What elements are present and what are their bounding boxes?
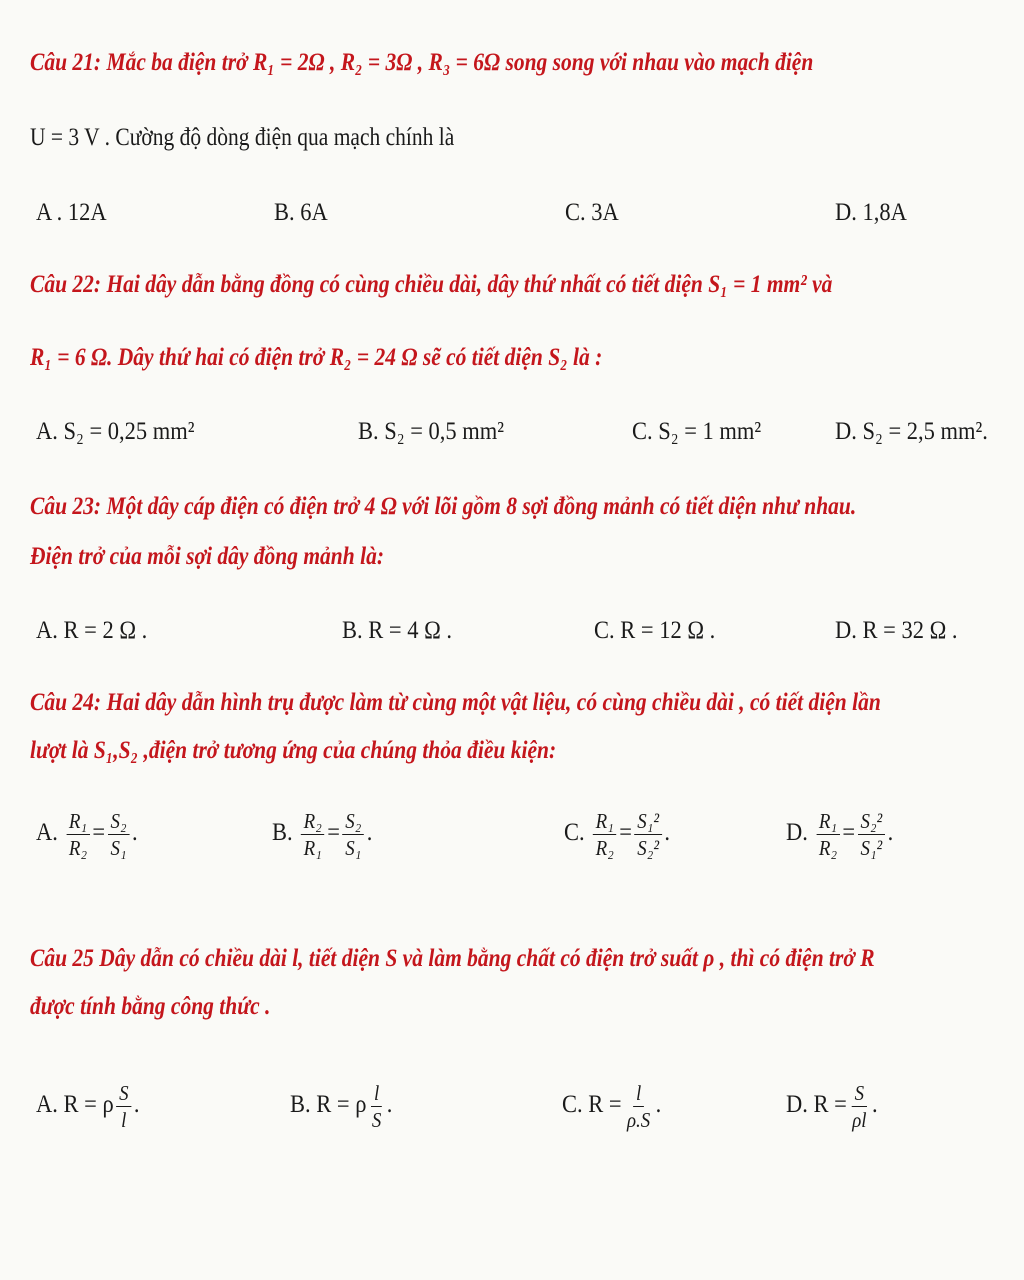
q25-answer-b: B. R = ρ $\frac{l}{S}$ . — [290, 1081, 393, 1132]
q21-stem-line1: Câu 21: Mắc ba điện trở R₁ = 2Ω , R₂ = 3Ω , R₃ = 6Ω song song với nhau vào mạch điện — [30, 49, 814, 76]
formula-fraction: $\frac{S}{\rho l}$ — [852, 1081, 867, 1132]
q24-stem-line1: Câu 24: Hai dây dẫn hình trụ được làm từ cùng một vật liệu, có cùng chiều dài , có tiết diện lần — [30, 689, 881, 716]
q22-answer-d: D. S₂ = 2,5 mm². — [835, 418, 988, 445]
q25-answer-a: A. R = ρ $\frac{S}{l}$ . — [36, 1081, 140, 1132]
fraction-right: $\frac{\text{S₁²}}{\text{S₂²}}$ — [635, 810, 662, 859]
q21-stem-line2: U = 3 V . Cường độ dòng điện qua mạch chính là — [30, 124, 455, 151]
formula-fraction: $\frac{l}{S}$ — [371, 1081, 382, 1132]
q21-answer-a: A . 12A — [36, 199, 107, 226]
q24-stem-line2: lượt là S₁,S₂ ,điện trở tương ứng của chúng thỏa điều kiện: — [30, 737, 557, 764]
fraction-right: $\frac{\text{S₂}}{\text{S₁}}$ — [343, 810, 364, 859]
q21-answer-d: D. 1,8A — [835, 199, 907, 226]
answer-letter: B. — [272, 819, 293, 847]
q21-answer-b: B. 6A — [274, 199, 328, 226]
formula-fraction: $\frac{S}{l}$ — [116, 1082, 131, 1131]
q24-answer-c: C. $\frac{\text{R₁}}{\text{R₂}}$ = $\frac{\text{S₁²}}{\text{S₂²}}$ . — [564, 809, 671, 860]
fraction-left: $\frac{\text{R₁}}{\text{R₂}}$ — [593, 810, 617, 859]
answer-letter: A. — [36, 819, 58, 847]
q25-answer-c: C. R = $\frac{l}{\rho.S}$ . — [562, 1081, 662, 1132]
q25-stem-line2: được tính bằng công thức . — [30, 993, 271, 1020]
q23-answer-a: A. R = 2 Ω . — [36, 617, 148, 644]
q25-answer-d: D. R = $\frac{S}{\rho l}$ . — [786, 1081, 878, 1132]
answer-letter: D. — [786, 819, 808, 847]
q24-answer-a: A. $\frac{\text{R₁}}{\text{R₂}}$ = $\frac{\text{S₂}}{\text{S₁}}$ . — [36, 809, 138, 860]
q23-answer-c: C. R = 12 Ω . — [594, 617, 716, 644]
answer-letter: C. — [564, 819, 585, 847]
q23-stem-line1: Câu 23: Một dây cáp điện có điện trở 4 Ω với lõi gồm 8 sợi đồng mảnh có tiết diện như nhau. — [30, 493, 857, 520]
fraction-right: $\frac{\text{S₂}}{\text{S₁}}$ — [108, 810, 129, 859]
fraction-left: $\frac{\text{R₁}}{\text{R₂}}$ — [66, 810, 90, 859]
q25-stem-line1: Câu 25 Dây dẫn có chiều dài l, tiết diện S và làm bằng chất có điện trở suất ρ , thì có điện trở R — [30, 945, 875, 972]
q23-answer-d: D. R = 32 Ω . — [835, 617, 958, 644]
fraction-right: $\frac{\text{S₂²}}{\text{S₁²}}$ — [858, 810, 885, 859]
q24-answer-b: B. $\frac{\text{R₂}}{\text{R₁}}$ = $\frac{\text{S₂}}{\text{S₁}}$ . — [272, 809, 373, 860]
q23-stem-line2: Điện trở của mỗi sợi dây đồng mảnh là: — [30, 543, 384, 570]
q23-answer-b: B. R = 4 Ω . — [342, 617, 453, 644]
q22-stem-line2: R₁ = 6 Ω. Dây thứ hai có điện trở R₂ = 24 Ω sẽ có tiết diện S₂ là : — [30, 344, 603, 371]
fraction-left: $\frac{\text{R₁}}{\text{R₂}}$ — [816, 810, 840, 859]
q24-answer-d: D. $\frac{\text{R₁}}{\text{R₂}}$ = $\frac{\text{S₂²}}{\text{S₁²}}$ . — [786, 809, 894, 860]
q22-stem-line1: Câu 22: Hai dây dẫn bằng đồng có cùng chiều dài, dây thứ nhất có tiết diện S₁ = 1 mm² và — [30, 271, 833, 298]
formula-fraction: $\frac{l}{\rho.S}$ — [626, 1081, 651, 1132]
q21-answer-c: C. 3A — [565, 199, 619, 226]
q22-answer-a: A. S₂ = 0,25 mm² — [36, 418, 195, 445]
q22-answer-b: B. S₂ = 0,5 mm² — [358, 418, 505, 445]
fraction-left: $\frac{\text{R₂}}{\text{R₁}}$ — [301, 810, 325, 859]
q22-answer-c: C. S₂ = 1 mm² — [632, 418, 762, 445]
